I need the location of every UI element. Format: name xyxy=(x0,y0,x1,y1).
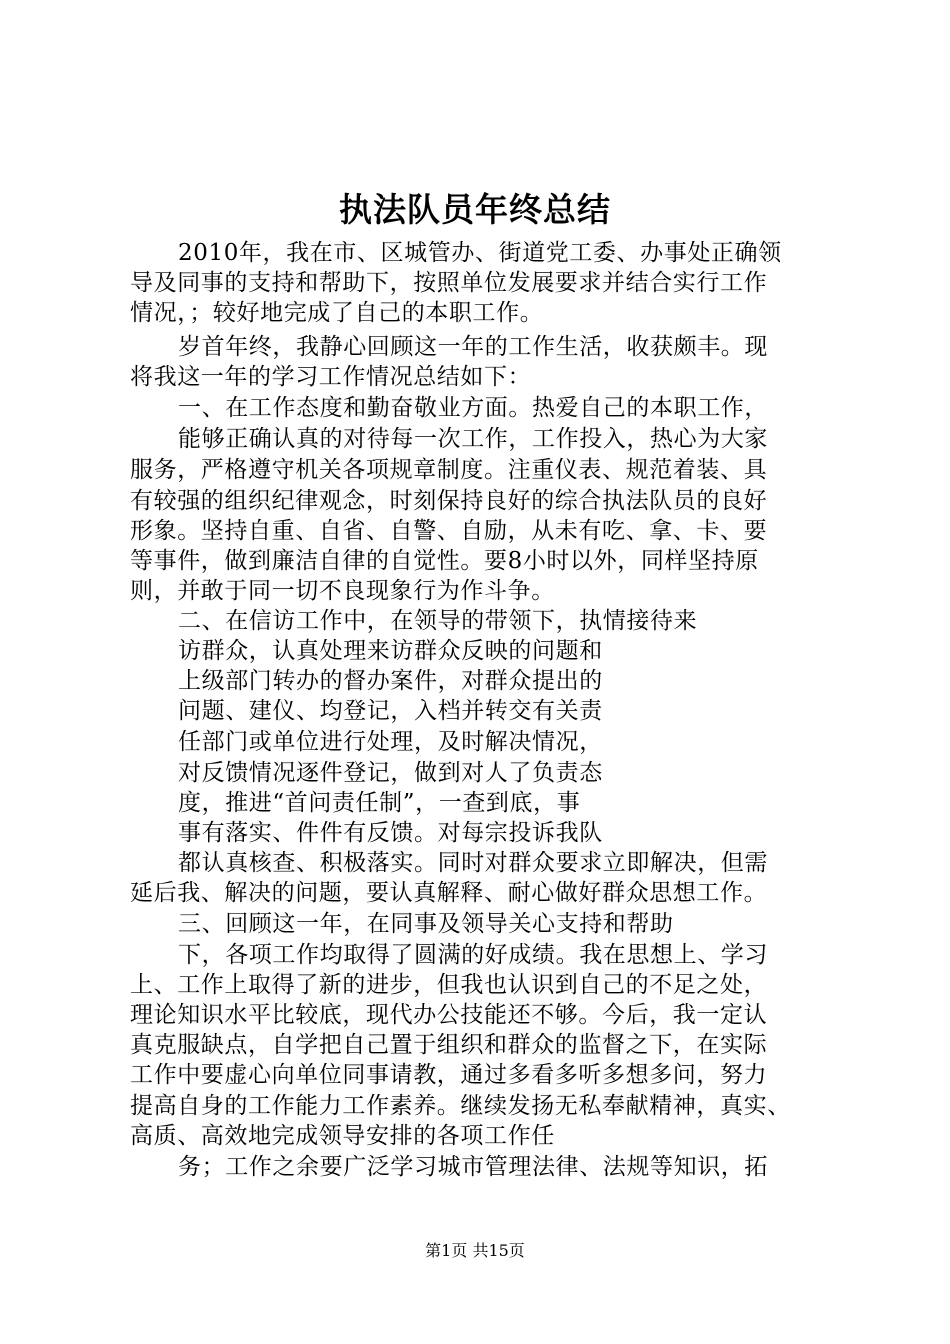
body-line: 事有落实、件件有反馈。对每宗投诉我队 xyxy=(178,820,603,846)
body-line: 上级部门转办的督办案件，对群众提出的 xyxy=(178,668,603,694)
body-line: 都认真核查、积极落实。同时对群众要求立即解决，但需 xyxy=(178,850,768,876)
body-line: 将我这一年的学习工作情况总结如下： xyxy=(130,364,532,390)
body-line: 务；工作之余要广泛学习城市管理法律、法规等知识，拓 xyxy=(178,1154,768,1180)
body-line: 度，推进“首问责任制”，一查到底，事 xyxy=(178,790,581,816)
body-line: 有较强的组织纪律观念，时刻保持良好的综合执法队员的良好 xyxy=(130,488,768,514)
body-line: 服务，严格遵守机关各项规章制度。注重仪表、规范着装、具 xyxy=(130,457,768,483)
body-line: 对反馈情况逐件登记，做到对人了负责态 xyxy=(178,760,603,786)
body-line: 一、在工作态度和勤奋敬业方面。热爱自己的本职工作， xyxy=(178,395,768,421)
body-line: 延后我、解决的问题，要认真解释、耐心做好群众思想工作。 xyxy=(130,880,768,906)
body-line: 形象。坚持自重、自省、自警、自励，从未有吃、拿、卡、要 xyxy=(130,518,768,544)
body-line: 问题、建仪、均登记，入档并转交有关责 xyxy=(178,698,603,724)
body-line: 下，各项工作均取得了圆满的好成绩。我在思想上、学习 xyxy=(178,942,768,968)
body-line: 理论知识水平比较底，现代办公技能还不够。今后，我一定认 xyxy=(130,1002,768,1028)
document-title: 执法队员年终总结 xyxy=(339,190,611,229)
page-number: 第1页 共15页 xyxy=(425,1241,525,1260)
body-line: 三、回顾这一年，在同事及领导关心支持和帮助 xyxy=(178,911,674,937)
body-line: 任部门或单位进行处理，及时解决情况， xyxy=(178,729,603,755)
body-line: 真克服缺点，自学把自己置于组织和群众的监督之下，在实际 xyxy=(130,1032,768,1058)
body-line: 则，并敢于同一切不良现象行为作斗争。 xyxy=(130,578,555,604)
body-line: 提高自身的工作能力工作素养。继续发扬无私奉献精神，真实、 xyxy=(130,1093,791,1119)
body-line: 2010年，我在市、区城管办、街道党工委、办事处正确领 xyxy=(178,240,782,266)
body-line: 访群众，认真处理来访群众反映的问题和 xyxy=(178,638,603,664)
body-line: 高质、高效地完成领导安排的各项工作任 xyxy=(130,1123,555,1149)
body-line: 岁首年终，我静心回顾这一年的工作生活，收获颇丰。现 xyxy=(178,334,768,360)
body-line: 导及同事的支持和帮助下，按照单位发展要求并结合实行工作 xyxy=(130,270,768,296)
body-line: 工作中要虚心向单位同事请教，通过多看多听多想多问，努力 xyxy=(130,1062,768,1088)
body-line: 上、工作上取得了新的进步，但我也认识到自己的不足之处， xyxy=(130,972,768,998)
body-line: 情况，；较好地完成了自己的本职工作。 xyxy=(130,300,544,326)
body-line: 能够正确认真的对待每一次工作，工作投入，热心为大家 xyxy=(178,426,768,452)
body-line: 二、在信访工作中，在领导的带领下，执情接待来 xyxy=(178,608,698,634)
body-line: 等事件，做到廉洁自律的自觉性。要8小时以外，同样坚持原 xyxy=(130,548,759,574)
